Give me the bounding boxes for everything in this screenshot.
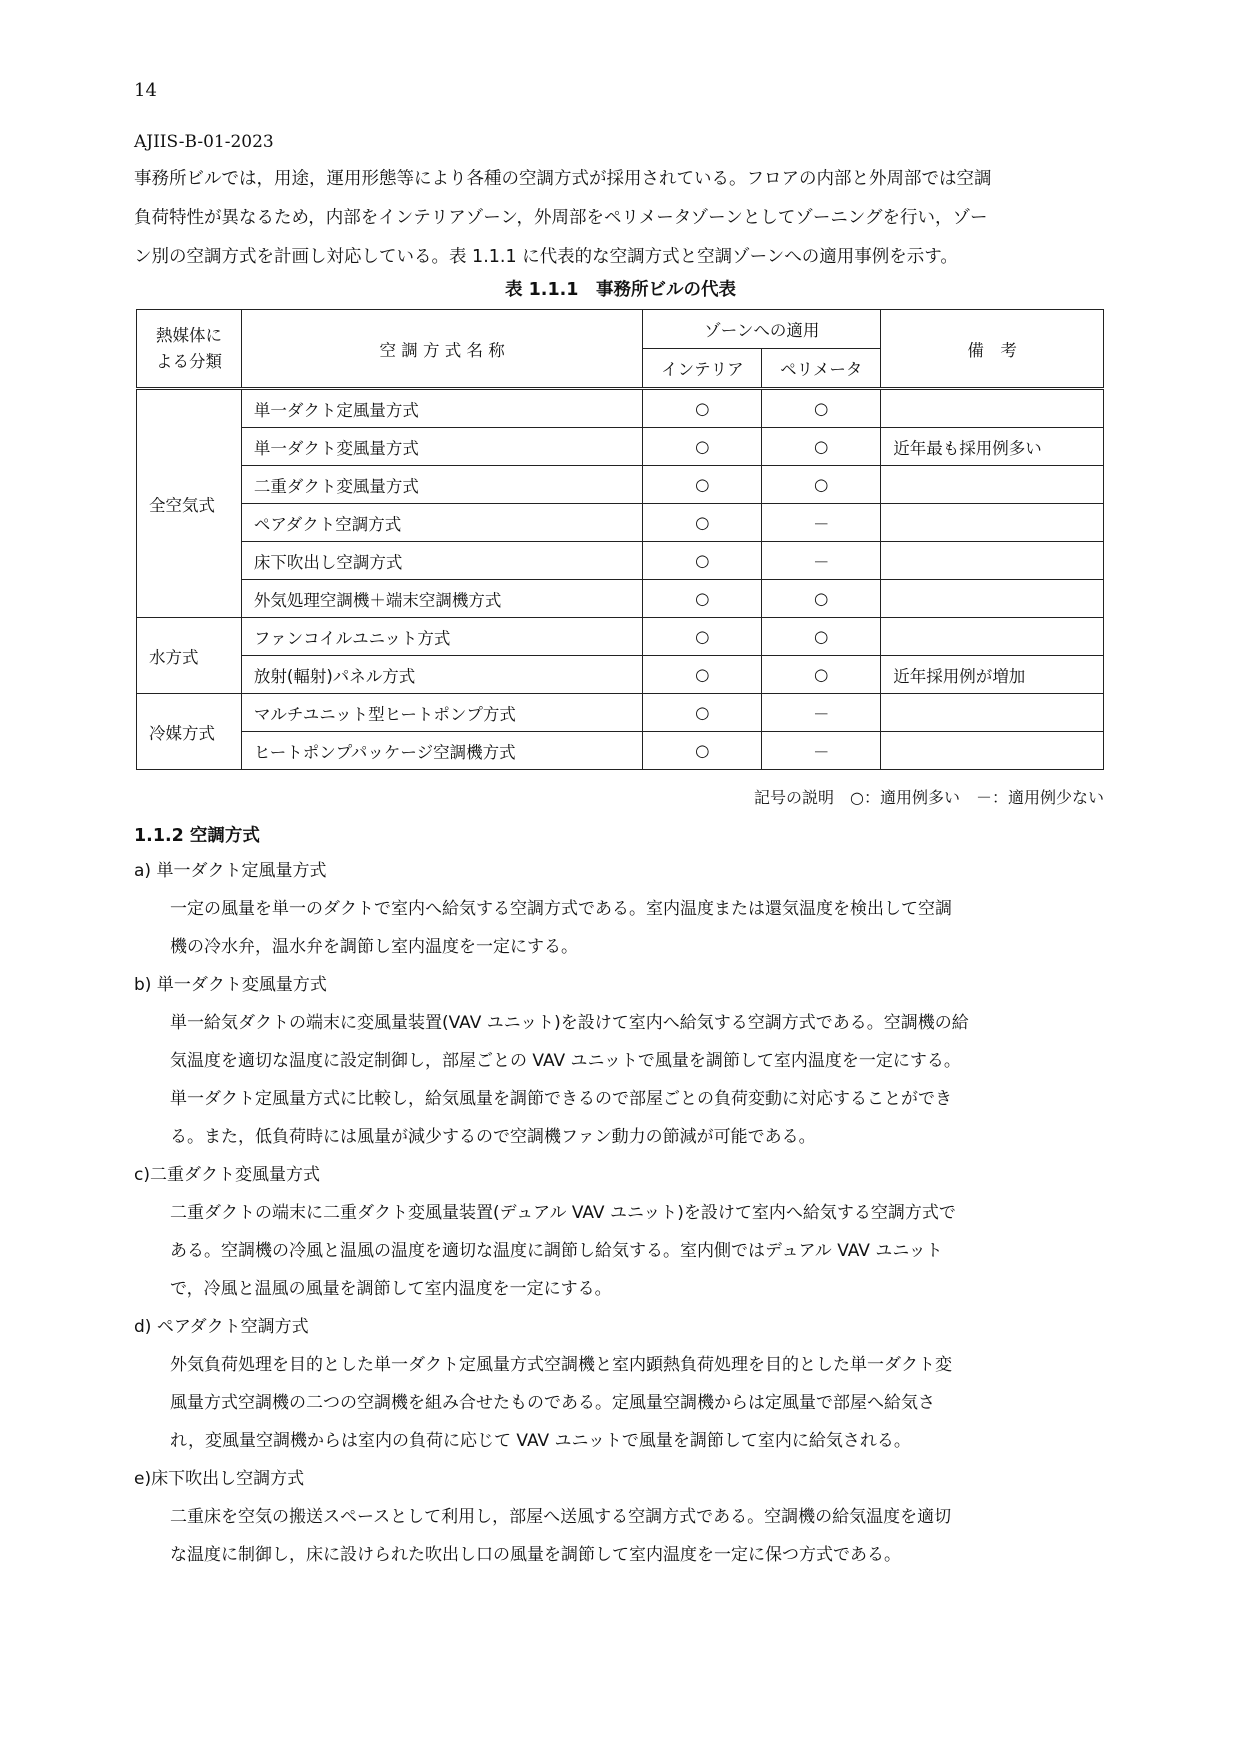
remarks — [881, 389, 1104, 428]
method-name: マルチユニット型ヒートポンプ方式 — [241, 694, 643, 732]
table-row — [137, 428, 1104, 466]
item-heading: c)二重ダクト変風量方式 — [134, 1165, 320, 1185]
air-conditioning-table — [136, 309, 1104, 770]
remarks: 近年採用例が増加 — [881, 656, 1104, 694]
remarks — [881, 694, 1104, 732]
page-number: 14 — [134, 80, 157, 101]
interior-mark: ○ — [643, 580, 762, 618]
method-name: ヒートポンプパッケージ空調機方式 — [241, 732, 643, 770]
item-line: る。また，低負荷時には風量が減少するので空調機ファン動力の節減が可能である。 — [170, 1127, 816, 1147]
interior-mark: ○ — [643, 389, 762, 428]
item-line: で，冷風と温風の風量を調節して室内温度を一定にする。 — [170, 1279, 612, 1299]
table-row — [137, 580, 1104, 618]
item-heading: e)床下吹出し空調方式 — [134, 1469, 305, 1489]
intro-paragraph — [134, 160, 1114, 277]
item-heading: b) 単一ダクト変風量方式 — [134, 975, 327, 995]
item-line: ある。空調機の冷風と温風の温度を適切な温度に調節し給気する。室内側ではデュアル VAV ユニット — [170, 1241, 943, 1261]
header-perimeter: ペリメータ — [762, 349, 881, 389]
item-body — [134, 890, 1114, 966]
header-interior: インテリア — [643, 349, 762, 389]
interior-mark: ○ — [643, 732, 762, 770]
item-body — [134, 1498, 1114, 1574]
interior-mark: ○ — [643, 504, 762, 542]
interior-mark: ○ — [643, 656, 762, 694]
item-heading: d) ペアダクト空調方式 — [134, 1317, 309, 1337]
method-name: 床下吹出し空調方式 — [241, 542, 643, 580]
group-name: 全空気式 — [137, 389, 242, 618]
table-body — [137, 389, 1104, 770]
method-descriptions — [134, 852, 1114, 1574]
group-name: 冷媒方式 — [137, 694, 242, 770]
item-body — [134, 1194, 1114, 1308]
item-line: れ，変風量空調機からは室内の負荷に応じて VAV ユニットで風量を調節して室内に給気される。 — [170, 1431, 911, 1451]
interior-mark: ○ — [643, 466, 762, 504]
header-zone: ゾーンへの適用 — [643, 310, 881, 349]
perimeter-mark: ○ — [762, 580, 881, 618]
item-line: 機の冷水弁，温水弁を調節し室内温度を一定にする。 — [170, 937, 578, 957]
remarks — [881, 580, 1104, 618]
method-name: 放射(輻射)パネル方式 — [241, 656, 643, 694]
intro-line: ン別の空調方式を計画し対応している。表 1.1.1 に代表的な空調方式と空調ゾーンへの適用事例を示す。 — [134, 247, 958, 267]
item-body — [134, 1004, 1114, 1156]
item-line: 単一給気ダクトの端末に変風量装置(VAV ユニット)を設けて室内へ給気する空調方式である。空調機の給 — [170, 1013, 969, 1033]
intro-line: 事務所ビルでは，用途，運用形態等により各種の空調方式が採用されている。フロアの内部と外周部では空調 — [134, 169, 992, 189]
table-row — [137, 504, 1104, 542]
header-remarks: 備 考 — [881, 310, 1104, 389]
table-row — [137, 694, 1104, 732]
item-heading: a) 単一ダクト定風量方式 — [134, 861, 327, 881]
interior-mark: ○ — [643, 428, 762, 466]
item-line: な温度に制御し，床に設けられた吹出し口の風量を調節して室内温度を一定に保つ方式である。 — [170, 1545, 901, 1565]
item-line: 二重ダクトの端末に二重ダクト変風量装置(デュアル VAV ユニット)を設けて室内へ給気する空調方式で — [170, 1203, 956, 1223]
perimeter-mark: ○ — [762, 466, 881, 504]
item-line: 気温度を適切な温度に設定制御し，部屋ごとの VAV ユニットで風量を調節して室内温度を一定にする。 — [170, 1051, 961, 1071]
perimeter-mark: － — [762, 504, 881, 542]
interior-mark: ○ — [643, 694, 762, 732]
item-line: 二重床を空気の搬送スペースとして利用し，部屋へ送風する空調方式である。空調機の給気温度を適切 — [170, 1507, 952, 1527]
method-name: ファンコイルユニット方式 — [241, 618, 643, 656]
table-row — [137, 466, 1104, 504]
method-name: ペアダクト空調方式 — [241, 504, 643, 542]
table-row — [137, 389, 1104, 428]
method-name: 単一ダクト変風量方式 — [241, 428, 643, 466]
remarks — [881, 504, 1104, 542]
perimeter-mark: ○ — [762, 428, 881, 466]
header-medium: 熱媒体に よる分類 — [137, 310, 242, 389]
perimeter-mark: ○ — [762, 656, 881, 694]
item-line: 一定の風量を単一のダクトで室内へ給気する空調方式である。室内温度または還気温度を検出して空調 — [170, 899, 952, 919]
item-body — [134, 1346, 1114, 1460]
remarks — [881, 466, 1104, 504]
table-caption: 表 1.1.1 事務所ビルの代表 — [505, 280, 736, 300]
perimeter-mark: － — [762, 732, 881, 770]
symbol-legend: 記号の説明 ○：適用例多い －：適用例少ない — [754, 788, 1104, 807]
header-method: 空 調 方 式 名 称 — [241, 310, 643, 389]
perimeter-mark: ○ — [762, 389, 881, 428]
table-row — [137, 542, 1104, 580]
item-line: 外気負荷処理を目的とした単一ダクト定風量方式空調機と室内顕熱負荷処理を目的とした単一ダクト変 — [170, 1355, 952, 1375]
remarks — [881, 732, 1104, 770]
remarks — [881, 618, 1104, 656]
item-line: 単一ダクト定風量方式に比較し，給気風量を調節できるので部屋ごとの負荷変動に対応することができ — [170, 1089, 952, 1109]
item-line: 風量方式空調機の二つの空調機を組み合せたものである。定風量空調機からは定風量で部屋へ給気さ — [170, 1393, 935, 1413]
group-name: 水方式 — [137, 618, 242, 694]
intro-line: 負荷特性が異なるため，内部をインテリアゾーン，外周部をペリメータゾーンとしてゾーニングを行い，ゾー — [134, 208, 988, 228]
section-title: 1.1.2 空調方式 — [134, 826, 260, 846]
perimeter-mark: － — [762, 694, 881, 732]
method-name: 単一ダクト定風量方式 — [241, 389, 643, 428]
method-name: 外気処理空調機＋端末空調機方式 — [241, 580, 643, 618]
document-code: AJIIS-B-01-2023 — [134, 132, 274, 152]
remarks: 近年最も採用例多い — [881, 428, 1104, 466]
perimeter-mark: － — [762, 542, 881, 580]
remarks — [881, 542, 1104, 580]
table-row — [137, 656, 1104, 694]
interior-mark: ○ — [643, 618, 762, 656]
interior-mark: ○ — [643, 542, 762, 580]
table-row — [137, 732, 1104, 770]
table-row — [137, 618, 1104, 656]
method-name: 二重ダクト変風量方式 — [241, 466, 643, 504]
perimeter-mark: ○ — [762, 618, 881, 656]
